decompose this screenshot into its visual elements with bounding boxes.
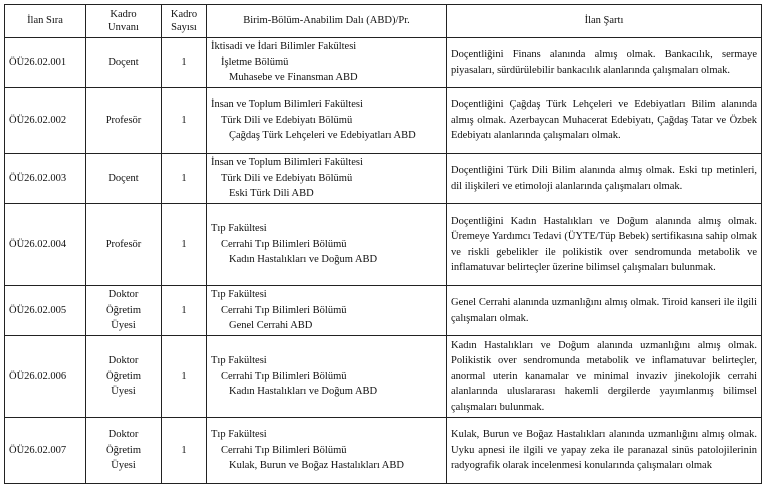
unit-faculty: İktisadi ve İdari Bilimler Fakültesi [211, 41, 357, 53]
unit-department: Cerrahi Tıp Bilimleri Bölümü [221, 238, 347, 250]
title-line: Öğretim [106, 444, 141, 456]
header-title-line2: Unvanı [108, 22, 139, 33]
unit-division: Muhasebe ve Finansman ABD [229, 72, 358, 84]
cell-ilan-sarti: Doçentliğini Finans alanında almış olmak. Bankacılık, sermaye piyasaları, sürdürülebilir bankacılık alanlarında çalışmaları olmak. [447, 38, 762, 88]
cell-kadro-unvani [86, 204, 162, 286]
announcement-table [4, 4, 762, 484]
cell-ilan-sarti: Doçentliğini Çağdaş Türk Lehçeleri ve Edebiyatları Bilim alanında almış olmak. Azerbaycan Muhacerat Edebiyatı, Çağdaş Tatar ve Özbek Edebiyatı alanlarında çalışmaları olmak. [447, 88, 762, 154]
header-unit: Birim-Bölüm-Anabilim Dalı (ABD)/Pr. [207, 5, 447, 38]
cell-ilan-sira: ÖÜ26.02.005 [5, 286, 86, 336]
cell-birim [207, 38, 447, 88]
header-count-line2: Sayısı [171, 22, 197, 33]
title-line: Doçent [108, 56, 139, 68]
unit-department: Türk Dili ve Edebiyatı Bölümü [221, 114, 353, 126]
header-title-line1: Kadro [110, 8, 137, 20]
table-header-row [5, 5, 762, 38]
cell-kadro-sayisi: 1 [162, 204, 207, 286]
unit-division: Çağdaş Türk Lehçeleri ve Edebiyatları ABD [229, 130, 416, 142]
cell-birim [207, 418, 447, 484]
unit-faculty: Tıp Fakültesi [211, 429, 267, 441]
cell-kadro-sayisi: 1 [162, 88, 207, 154]
cell-ilan-sarti: Genel Cerrahi alanında uzmanlığını almış olmak. Tiroid kanseri ile ilgili çalışmaları olmak. [447, 286, 762, 336]
title-line: Profesör [105, 114, 142, 126]
cell-ilan-sira: ÖÜ26.02.002 [5, 88, 86, 154]
title-line: Öğretim [106, 370, 141, 382]
unit-division: Kadın Hastalıkları ve Doğum ABD [229, 254, 378, 266]
cell-kadro-unvani [86, 38, 162, 88]
cell-birim [207, 336, 447, 418]
table-row [5, 88, 762, 154]
cell-ilan-sarti: Doçentliğini Türk Dili Bilim alanında almış olmak. Eski tıp metinleri, dil ilişkileri ve etimoloji alanlarında çalışmaları olmak. [447, 154, 762, 204]
title-line: Üyesi [111, 320, 136, 332]
unit-faculty: İnsan ve Toplum Bilimleri Fakültesi [211, 157, 363, 169]
unit-division: Kulak, Burun ve Boğaz Hastalıkları ABD [229, 460, 404, 472]
table-row [5, 418, 762, 484]
cell-kadro-sayisi: 1 [162, 418, 207, 484]
cell-birim [207, 88, 447, 154]
title-line: Doktor [108, 355, 139, 367]
cell-kadro-sayisi: 1 [162, 336, 207, 418]
title-line: Üyesi [111, 386, 136, 398]
cell-ilan-sira: ÖÜ26.02.007 [5, 418, 86, 484]
unit-faculty: İnsan ve Toplum Bilimleri Fakültesi [211, 99, 363, 111]
cell-ilan-sira: ÖÜ26.02.003 [5, 154, 86, 204]
header-count [162, 5, 207, 38]
cell-ilan-sarti: Kulak, Burun ve Boğaz Hastalıkları alanında uzmanlığını almış olmak. Uyku apnesi ile ilgili ve yapay zeka ile paranazal sinüs patolojilerinin radyografik olarak incelenmesi konularında çalışmaları olmak [447, 418, 762, 484]
table-row [5, 286, 762, 336]
cell-kadro-unvani [86, 286, 162, 336]
title-line: Doktor [108, 429, 139, 441]
cell-ilan-sira: ÖÜ26.02.006 [5, 336, 86, 418]
unit-department: Cerrahi Tıp Bilimleri Bölümü [221, 444, 347, 456]
cell-kadro-sayisi: 1 [162, 38, 207, 88]
title-line: Üyesi [111, 460, 136, 472]
unit-department: Cerrahi Tıp Bilimleri Bölümü [221, 370, 347, 382]
unit-division: Genel Cerrahi ABD [229, 320, 313, 332]
table-row [5, 154, 762, 204]
unit-division: Kadın Hastalıkları ve Doğum ABD [229, 386, 378, 398]
cell-ilan-sira: ÖÜ26.02.001 [5, 38, 86, 88]
cell-kadro-unvani [86, 418, 162, 484]
header-code: İlan Sıra [5, 5, 86, 38]
header-title [86, 5, 162, 38]
cell-birim [207, 154, 447, 204]
cell-ilan-sarti: Kadın Hastalıkları ve Doğum alanında uzmanlığını almış olmak. Polikistik over sendromunda metabolik ve inflamatuvar belirteçler, anormal uterin kanamalar ve minimal invaziv jinekolojik cerrahi alanlarında uluslararası hakemli dergilerde yayımlanmış bilimsel çalışmaları bulunmak. [447, 336, 762, 418]
cell-kadro-unvani [86, 154, 162, 204]
cell-ilan-sira: ÖÜ26.02.004 [5, 204, 86, 286]
header-condition: İlan Şartı [447, 5, 762, 38]
cell-birim [207, 286, 447, 336]
unit-faculty: Tıp Fakültesi [211, 223, 267, 235]
title-line: Profesör [105, 238, 142, 250]
table-row [5, 38, 762, 88]
table-row [5, 336, 762, 418]
unit-department: Türk Dili ve Edebiyatı Bölümü [221, 172, 353, 184]
table-body [5, 38, 762, 484]
unit-division: Eski Türk Dili ABD [229, 188, 314, 200]
title-line: Doktor [108, 289, 139, 301]
cell-birim [207, 204, 447, 286]
cell-kadro-unvani [86, 88, 162, 154]
cell-kadro-unvani [86, 336, 162, 418]
title-line: Öğretim [106, 304, 141, 316]
header-count-line1: Kadro [170, 8, 198, 20]
unit-faculty: Tıp Fakültesi [211, 355, 267, 367]
cell-kadro-sayisi: 1 [162, 286, 207, 336]
unit-department: Cerrahi Tıp Bilimleri Bölümü [221, 304, 347, 316]
cell-kadro-sayisi: 1 [162, 154, 207, 204]
unit-department: İşletme Bölümü [221, 56, 289, 68]
unit-faculty: Tıp Fakültesi [211, 289, 267, 301]
table-row [5, 204, 762, 286]
title-line: Doçent [108, 172, 139, 184]
cell-ilan-sarti: Doçentliğini Kadın Hastalıkları ve Doğum alanında almış olmak. Üremeye Yardımcı Tedavi (ÜYTE/Tüp Bebek) sertifikasına sahip olmak ve riskli gebelikler ile polikistik over sendromunda metabolik ve inflamatuvar belirteçler üzerine bilimsel çalışmaları bulunmak. [447, 204, 762, 286]
